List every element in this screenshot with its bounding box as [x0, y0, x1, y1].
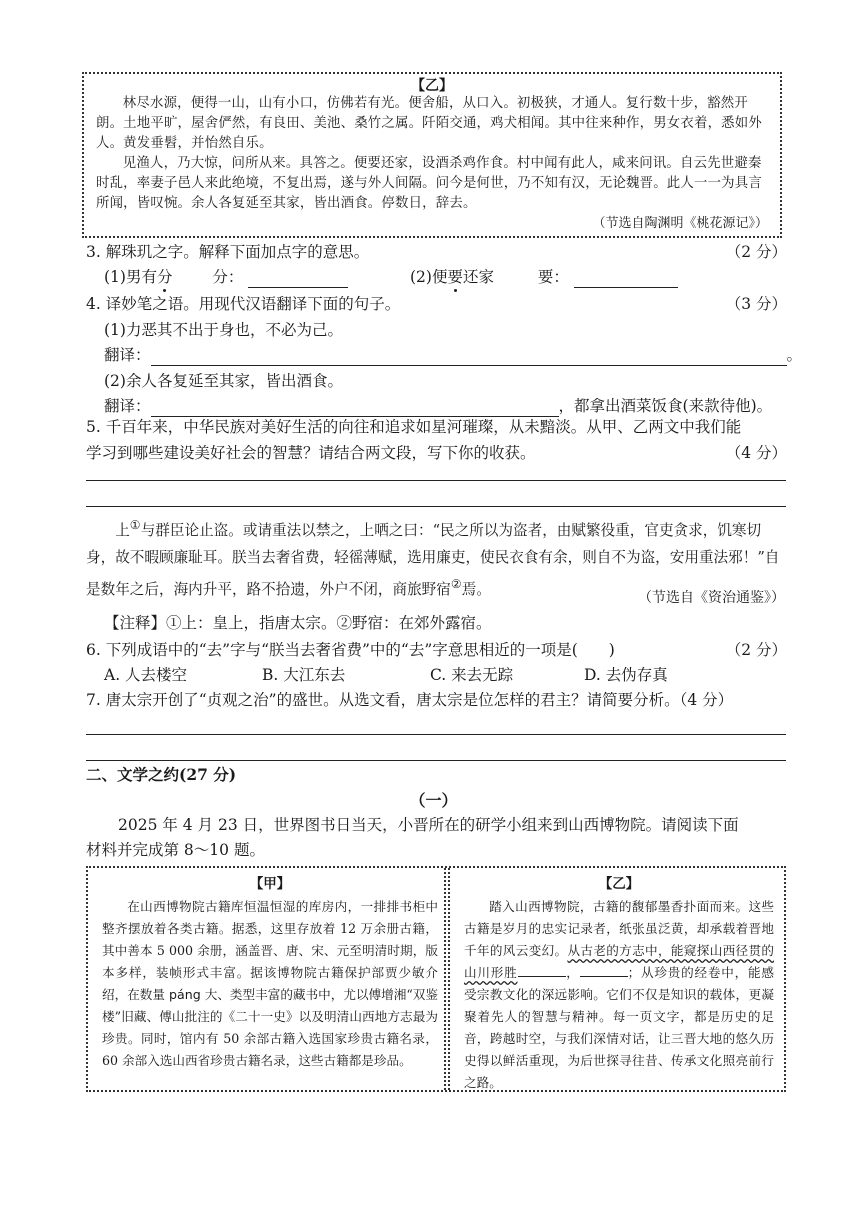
material-jia [102, 872, 438, 1072]
material-jia-part-1: 在山西博物院古籍库恒温恒湿的库房内，一排排书柜中整齐摆放着各类古籍。据悉，这里存放着 12 万余册古籍，其中善本 5 000 余册，涵盖晋、唐、宋、元至明清时期，版本多样，装帧形式丰富。据该博物院古籍保护部贾少敏介绍，在数量 [102, 899, 438, 1002]
question-6: 6. 下列成语中的“去”字与“朕当去奢省费”中的“去”字意思相近的一项是( ) [86, 641, 615, 659]
question-7: 7. 唐太宗开创了“贞观之治”的盛世。从选文看，唐太宗是位怎样的君主？请简要分析。（4 分） [86, 691, 734, 709]
answer-line[interactable] [86, 480, 786, 481]
question-4-answer-1 [104, 344, 802, 366]
passage-yi-source: （节选自陶渊明《桃花源记》） [592, 216, 768, 231]
q3-item-1-prefix: (1)男有 [104, 268, 157, 286]
material-yi-part-2: ；从珍贵的经卷中，能感受宗教文化的深远影响。它们不仅是知识的载体，更凝聚着先人的智慧与精神。每一页文字，都是历史的足音，跨越时空，与我们深情对话，让三晋大地的悠久历史得以鲜活重现，为后世探寻往昔、传承文化照亮前行之路。 [464, 965, 774, 1090]
box-divider [444, 868, 450, 1090]
passage-yi-paragraph: 见渔人，乃大惊，问所从来。具答之。便要还家，设酒杀鸡作食。村中闻有此人，咸来问讯。自云先世避秦时乱，率妻子邑人来此绝境，不复出焉，遂与外人间隔。问今是何世，乃不知有汉，无论魏晋。此人一一为具言所闻，皆叹惋。余人各复延至其家，皆出酒食。停数日，辞去。 [96, 156, 762, 211]
passage-yi-paragraph: 林尽水源，便得一山，山有小口，仿佛若有光。便舍船，从口入。初极狭，才通人。复行数十步，豁然开朗。土地平旷，屋舍俨然，有良田、美池、桑竹之属。阡陌交通，鸡犬相闻。其中往来种作，男女衣着，悉如外人。黄发垂髫，并怡然自乐。 [96, 96, 762, 151]
note-marker-1: ① [129, 518, 141, 532]
q3-item-2-char: 要 [447, 268, 463, 286]
blank-separator: ， [565, 965, 580, 980]
question-4-sentence-2: (2)余人各复延至其家，皆出酒食。 [104, 372, 343, 390]
material-yi-heading: 【乙】 [598, 876, 640, 892]
fill-blank-1[interactable] [518, 962, 566, 977]
question-3: 3. 解珠玑之字。解释下面加点字的意思。 [86, 243, 370, 261]
question-6-points: （2 分） [725, 641, 787, 659]
translation-label: 翻译： [104, 346, 151, 364]
note-marker-2: ② [450, 576, 462, 591]
translation-label: 翻译： [104, 397, 151, 415]
material-yi [464, 872, 774, 1094]
passage-yi-heading: 【乙】 [411, 78, 453, 94]
wavy-underlined-text: 从古老的方志中，能窥探山西径贯的山川形胜 [464, 943, 775, 980]
section-2-intro-line-1: 2025 年 4 月 23 日，世界图书日当天，小晋所在的研学小组来到山西博物院。请阅读下面 [118, 816, 739, 834]
answer-line[interactable] [86, 760, 786, 761]
question-4-sentence-1: (1)力恶其不出于身也，不必为己。 [104, 321, 343, 339]
material-jia-part-2: 大、类型丰富的藏书中，尤以傅增湘“双鉴楼”旧藏、傅山批注的《二十一史》以及明清山西地方志最为珍贵。同时，馆内有 50 余部古籍入选国家珍贵古籍名录，60 余部入选山西省珍贵古籍名录，这些古籍都是珍品。 [102, 987, 438, 1068]
question-6-option-d[interactable]: D. 去伪存真 [584, 666, 668, 684]
passage-yi-box [82, 72, 782, 238]
q3-item-1-blank[interactable] [248, 269, 348, 288]
pinyin: páng [169, 987, 201, 1002]
passage-zztj-source: （节选自《资治通鉴》） [638, 590, 785, 606]
question-6-option-b[interactable]: B. 大江东去 [262, 666, 346, 684]
question-6-option-a[interactable]: A. 人去楼空 [104, 666, 188, 684]
question-4: 4. 译妙笔之语。用现代汉语翻译下面的句子。 [86, 295, 401, 313]
question-3-item-1 [104, 266, 348, 288]
passage-zztj-part-2: 与群臣论止盗。或请重法以禁之，上哂之曰：“民之所以为盗者，由赋繁役重，官吏贪求，饥寒切身，故不暇顾廉耻耳。朕当去奢省费，轻徭薄赋，选用廉吏，使民衣食有余，则自不为盗，安用重法邪！”自是数年之后，海内升平，路不拾遗，外户不闭，商旅野宿 [86, 521, 780, 598]
material-jia-heading: 【甲】 [249, 876, 291, 892]
answer-blank-1[interactable] [151, 347, 787, 366]
question-4-points: （3 分） [725, 295, 787, 313]
question-3-item-2 [410, 266, 678, 288]
fill-blank-2[interactable] [580, 962, 628, 977]
material-yi-part-1: 踏入山西博物院，古籍的馥郁墨香扑面而来。这些古籍是岁月的忠实记录者，纸张虽泛黄，却承载着晋地千年的风云变幻。 [464, 899, 774, 958]
section-2-title: 二、文学之约(27 分) [86, 765, 237, 784]
question-5-line-1: 5. 千百年来，中华民族对美好生活的向往和追求如星河璀璨，从未黯淡。从甲、乙两文中我们能 [86, 418, 742, 436]
question-5-points: （4 分） [725, 444, 787, 462]
material-jia-text [102, 896, 438, 1072]
question-3-points: （2 分） [725, 243, 787, 261]
question-6-option-c[interactable]: C. 来去无踪 [430, 666, 514, 684]
q3-item-1-char: 分 [156, 268, 173, 286]
question-5-line-2: 学习到哪些建设美好社会的智慧？请结合两文段，写下你的收获。 [86, 444, 536, 462]
section-2-intro-line-2: 材料并完成第 8～10 题。 [86, 841, 265, 859]
q3-item-2-term: 要： [537, 268, 569, 286]
answer-2-tail: ，都拿出酒菜饭食(来款待他)。 [558, 397, 773, 415]
answer-end-mark: 。 [786, 346, 803, 364]
part-1-title: （一） [409, 791, 458, 810]
passage-zztj-part-1: 上 [115, 521, 130, 539]
answer-line[interactable] [86, 734, 786, 735]
passage-zztj-part-3: 焉。 [461, 580, 491, 598]
q3-item-2-blank[interactable] [574, 269, 678, 288]
material-boxes [86, 866, 786, 1092]
material-yi-text [464, 896, 774, 1094]
answer-line[interactable] [86, 506, 786, 507]
q3-item-2-suffix: 还家 [462, 268, 494, 286]
annotation: 【注释】①上：皇上，指唐太宗。②野宿：在郊外露宿。 [104, 614, 492, 632]
q3-item-1-term: 分： [212, 268, 244, 286]
q3-item-2-prefix: (2)便 [410, 268, 448, 286]
